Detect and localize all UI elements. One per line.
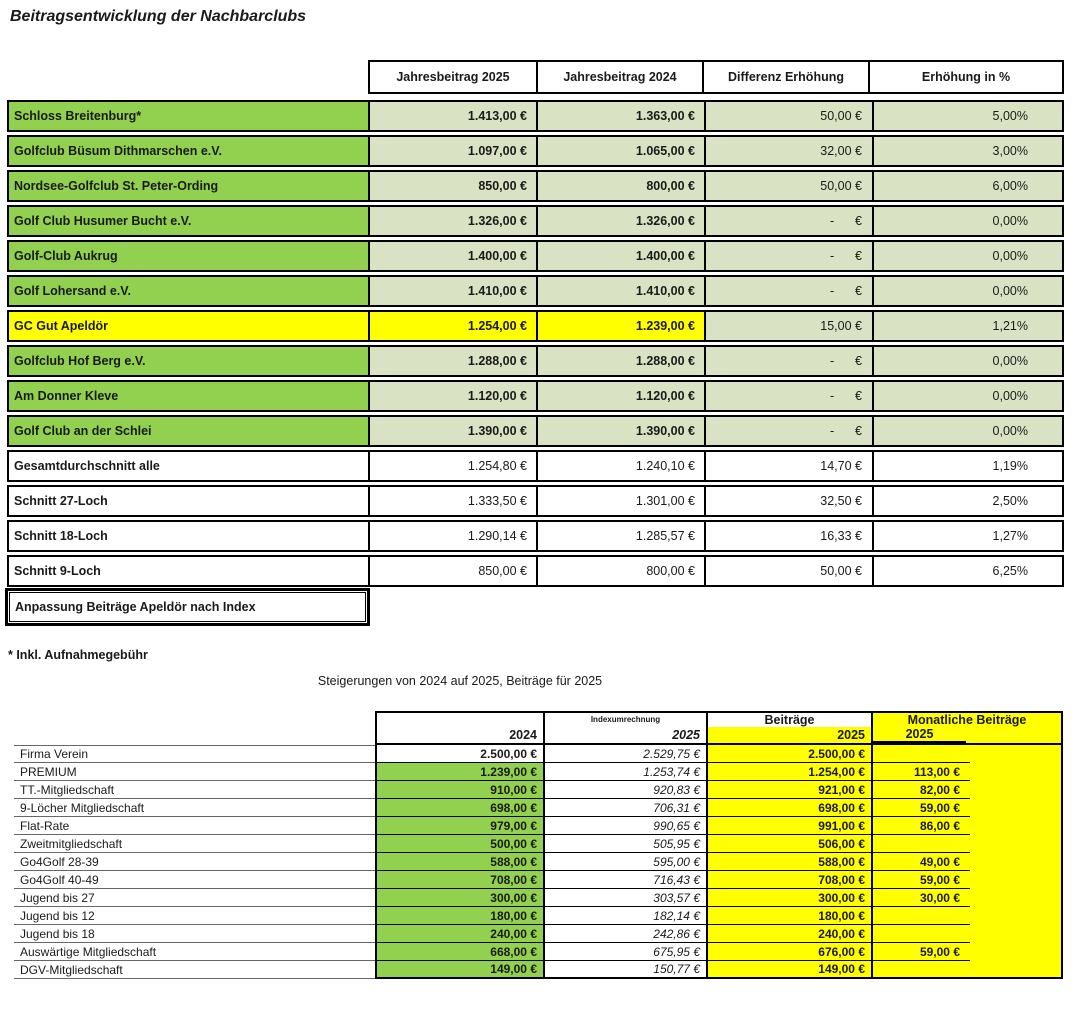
fee-2025-cell: 850,00 € xyxy=(368,557,536,585)
fee-2024-cell: 1.301,00 € xyxy=(536,487,704,515)
club-row xyxy=(7,170,1064,202)
fee-2024-cell: 180,00 € xyxy=(375,907,545,925)
fee-2025-cell: 1.254,00 € xyxy=(368,312,536,340)
index-2025-cell: 990,65 € xyxy=(545,817,708,835)
club-name-cell: Am Donner Kleve xyxy=(9,382,368,410)
membership-name-cell: Jugend bis 27 xyxy=(14,889,375,907)
club-name-cell: Schnitt 9-Loch xyxy=(9,557,368,585)
beitrag-2025-cell: 300,00 € xyxy=(708,889,873,907)
club-row xyxy=(7,205,1064,237)
fees-table-body xyxy=(14,745,1063,979)
year-2024-label: 2024 xyxy=(509,728,537,742)
monthly-2025-cell xyxy=(873,907,970,925)
monthly-2025-cell xyxy=(873,745,970,763)
membership-name-cell: Go4Golf 28-39 xyxy=(14,853,375,871)
index-2025-cell: 595,00 € xyxy=(545,853,708,871)
beitrag-2025-cell: 1.254,00 € xyxy=(708,763,873,781)
index-2025-cell: 716,43 € xyxy=(545,871,708,889)
pct-cell: 0,00% xyxy=(872,242,1062,270)
fee-2024-cell: 1.065,00 € xyxy=(536,137,704,165)
fee-2025-cell: 1.288,00 € xyxy=(368,347,536,375)
diff-cell: - € xyxy=(704,207,872,235)
beitrag-2025-cell: 506,00 € xyxy=(708,835,873,853)
fee-2024-cell: 1.240,10 € xyxy=(536,452,704,480)
year-2025-monthly-label: 2025 xyxy=(873,727,966,743)
pct-cell: 1,21% xyxy=(872,312,1062,340)
club-name-cell: Golf-Club Aukrug xyxy=(9,242,368,270)
fee-2024-cell: 500,00 € xyxy=(375,835,545,853)
monthly-filler-cell xyxy=(970,745,1063,763)
club-name-cell: Golf Lohersand e.V. xyxy=(9,277,368,305)
fee-2024-cell: 1.120,00 € xyxy=(536,382,704,410)
membership-name-cell: Go4Golf 40-49 xyxy=(14,871,375,889)
index-adjustment-row: Anpassung Beiträge Apeldör nach Index xyxy=(9,592,366,622)
index-2025-cell: 706,31 € xyxy=(545,799,708,817)
monthly-2025-cell: 82,00 € xyxy=(873,781,970,799)
fee-2025-cell: 1.410,00 € xyxy=(368,277,536,305)
monthly-filler-cell xyxy=(970,799,1063,817)
fees-table-subtitle: Steigerungen von 2024 auf 2025, Beiträge für 2025 xyxy=(317,674,603,688)
club-name-cell: GC Gut Apeldör xyxy=(9,312,368,340)
pct-cell: 0,00% xyxy=(872,347,1062,375)
diff-cell: 32,00 € xyxy=(704,137,872,165)
fee-2025-cell: 1.326,00 € xyxy=(368,207,536,235)
pct-cell: 5,00% xyxy=(872,102,1062,130)
fee-2024-cell: 149,00 € xyxy=(375,961,545,979)
index-2025-cell: 505,95 € xyxy=(545,835,708,853)
fee-2024-cell: 300,00 € xyxy=(375,889,545,907)
club-row xyxy=(7,310,1064,342)
index-2025-cell: 242,86 € xyxy=(545,925,708,943)
fee-row xyxy=(14,961,1063,979)
beitrag-2025-cell: 708,00 € xyxy=(708,871,873,889)
index-conversion-label: Indexumrechnung xyxy=(590,715,661,724)
fee-2025-cell: 1.097,00 € xyxy=(368,137,536,165)
diff-cell: - € xyxy=(704,347,872,375)
club-row xyxy=(7,555,1064,587)
club-name-cell: Golf Club an der Schlei xyxy=(9,417,368,445)
monthly-filler-cell xyxy=(970,889,1063,907)
fees-table xyxy=(14,711,1063,979)
diff-cell: - € xyxy=(704,277,872,305)
fee-2024-cell: 1.285,57 € xyxy=(536,522,704,550)
membership-name-cell: Firma Verein xyxy=(14,745,375,763)
beitrag-2025-cell: 676,00 € xyxy=(708,943,873,961)
fees-table-header xyxy=(14,711,1063,745)
club-name-cell: Golf Club Husumer Bucht e.V. xyxy=(9,207,368,235)
fee-2024-cell: 800,00 € xyxy=(536,557,704,585)
fee-row xyxy=(14,817,1063,835)
column-header-index-2025 xyxy=(545,711,708,745)
pct-cell: 6,00% xyxy=(872,172,1062,200)
fee-2024-cell: 588,00 € xyxy=(375,853,545,871)
membership-name-cell: Zweitmitgliedschaft xyxy=(14,835,375,853)
diff-cell: 14,70 € xyxy=(704,452,872,480)
monthly-filler-cell xyxy=(970,763,1063,781)
fee-2024-cell: 1.239,00 € xyxy=(375,763,545,781)
beitrag-2025-cell: 180,00 € xyxy=(708,907,873,925)
diff-cell: 50,00 € xyxy=(704,172,872,200)
club-row xyxy=(7,275,1064,307)
monthly-2025-cell: 113,00 € xyxy=(873,763,970,781)
fee-row xyxy=(14,745,1063,763)
fee-2024-cell: 708,00 € xyxy=(375,871,545,889)
beitrag-2025-cell: 588,00 € xyxy=(708,853,873,871)
beitrag-2025-cell: 240,00 € xyxy=(708,925,873,943)
club-name-cell: Schnitt 27-Loch xyxy=(9,487,368,515)
monthly-filler-cell xyxy=(970,925,1063,943)
fee-2024-cell: 1.326,00 € xyxy=(536,207,704,235)
diff-cell: 50,00 € xyxy=(704,102,872,130)
index-2025-cell: 182,14 € xyxy=(545,907,708,925)
club-name-cell: Gesamtdurchschnitt alle xyxy=(9,452,368,480)
fee-2025-cell: 850,00 € xyxy=(368,172,536,200)
fee-2025-cell: 1.413,00 € xyxy=(368,102,536,130)
membership-name-cell: PREMIUM xyxy=(14,763,375,781)
monthly-2025-cell: 86,00 € xyxy=(873,817,970,835)
club-row xyxy=(7,520,1064,552)
year-2025-index-label: 2025 xyxy=(672,728,700,742)
club-row xyxy=(7,345,1064,377)
monthly-2025-cell xyxy=(873,835,970,853)
club-row xyxy=(7,100,1064,132)
club-row xyxy=(7,415,1064,447)
fee-2024-cell: 2.500,00 € xyxy=(375,745,545,763)
beitrag-2025-cell: 921,00 € xyxy=(708,781,873,799)
fee-2025-cell: 1.400,00 € xyxy=(368,242,536,270)
column-header-pct: Erhöhung in % xyxy=(868,62,1062,92)
monthly-beitraege-label: Monatliche Beiträge xyxy=(907,713,1027,727)
club-row xyxy=(7,485,1064,517)
fee-2025-cell: 1.120,00 € xyxy=(368,382,536,410)
beitrag-2025-cell: 2.500,00 € xyxy=(708,745,873,763)
beitraege-label: Beiträge xyxy=(764,713,815,727)
fee-row xyxy=(14,943,1063,961)
pct-cell: 1,19% xyxy=(872,452,1062,480)
index-2025-cell: 2.529,75 € xyxy=(545,745,708,763)
diff-cell: 50,00 € xyxy=(704,557,872,585)
diff-cell: - € xyxy=(704,417,872,445)
monthly-2025-cell: 59,00 € xyxy=(873,943,970,961)
membership-name-cell: Auswärtige Mitgliedschaft xyxy=(14,943,375,961)
monthly-filler-cell xyxy=(970,853,1063,871)
column-header-beitraege-2025 xyxy=(708,711,873,745)
club-row xyxy=(7,135,1064,167)
club-row xyxy=(7,450,1064,482)
pct-cell: 1,27% xyxy=(872,522,1062,550)
monthly-2025-cell xyxy=(873,961,970,979)
header-spacer xyxy=(14,711,375,745)
fee-2024-cell: 800,00 € xyxy=(536,172,704,200)
monthly-2025-cell: 30,00 € xyxy=(873,889,970,907)
membership-name-cell: 9-Löcher Mitgliedschaft xyxy=(14,799,375,817)
fee-row xyxy=(14,799,1063,817)
page-title: Beitragsentwicklung der Nachbarclubs xyxy=(10,8,307,25)
clubs-table-body xyxy=(7,100,1064,590)
pct-cell: 0,00% xyxy=(872,277,1062,305)
monthly-filler-cell xyxy=(970,907,1063,925)
diff-cell: 16,33 € xyxy=(704,522,872,550)
pct-cell: 2,50% xyxy=(872,487,1062,515)
year-2025-beitraege-label: 2025 xyxy=(708,727,871,743)
fee-2024-cell: 1.363,00 € xyxy=(536,102,704,130)
pct-cell: 0,00% xyxy=(872,382,1062,410)
beitrag-2025-cell: 698,00 € xyxy=(708,799,873,817)
diff-cell: - € xyxy=(704,382,872,410)
beitrag-2025-cell: 149,00 € xyxy=(708,961,873,979)
club-row xyxy=(7,240,1064,272)
club-name-cell: Golfclub Hof Berg e.V. xyxy=(9,347,368,375)
fee-2024-cell: 668,00 € xyxy=(375,943,545,961)
monthly-filler-cell xyxy=(970,817,1063,835)
club-row xyxy=(7,380,1064,412)
fee-2024-cell: 1.400,00 € xyxy=(536,242,704,270)
monthly-filler-cell xyxy=(970,835,1063,853)
fee-2024-cell: 979,00 € xyxy=(375,817,545,835)
fee-2024-cell: 1.288,00 € xyxy=(536,347,704,375)
monthly-2025-cell: 59,00 € xyxy=(873,799,970,817)
fee-2025-cell: 1.290,14 € xyxy=(368,522,536,550)
index-2025-cell: 150,77 € xyxy=(545,961,708,979)
pct-cell: 0,00% xyxy=(872,207,1062,235)
index-2025-cell: 303,57 € xyxy=(545,889,708,907)
membership-name-cell: TT.-Mitgliedschaft xyxy=(14,781,375,799)
fee-row xyxy=(14,907,1063,925)
fee-row xyxy=(14,871,1063,889)
column-header-monthly-2025 xyxy=(873,711,1063,745)
pct-cell: 0,00% xyxy=(872,417,1062,445)
fee-row xyxy=(14,763,1063,781)
pct-cell: 3,00% xyxy=(872,137,1062,165)
pct-cell: 6,25% xyxy=(872,557,1062,585)
fee-row xyxy=(14,889,1063,907)
fee-2024-cell: 1.239,00 € xyxy=(536,312,704,340)
column-header-2024 xyxy=(375,711,545,745)
monthly-filler-cell xyxy=(970,781,1063,799)
column-header-diff: Differenz Erhöhung xyxy=(702,62,868,92)
fee-2025-cell: 1.333,50 € xyxy=(368,487,536,515)
footnote: * Inkl. Aufnahmegebühr xyxy=(8,648,148,662)
fee-row xyxy=(14,853,1063,871)
monthly-filler-cell xyxy=(970,871,1063,889)
index-2025-cell: 1.253,74 € xyxy=(545,763,708,781)
monthly-filler-cell xyxy=(970,943,1063,961)
club-name-cell: Nordsee-Golfclub St. Peter-Ording xyxy=(9,172,368,200)
column-header-fee-2025: Jahresbeitrag 2025 xyxy=(396,70,510,84)
monthly-filler-cell xyxy=(970,961,1063,979)
monthly-2025-cell: 49,00 € xyxy=(873,853,970,871)
diff-cell: 32,50 € xyxy=(704,487,872,515)
fee-row xyxy=(14,925,1063,943)
diff-cell: 15,00 € xyxy=(704,312,872,340)
monthly-2025-cell: 59,00 € xyxy=(873,871,970,889)
fee-2025-cell: 1.254,80 € xyxy=(368,452,536,480)
fee-2024-cell: 1.390,00 € xyxy=(536,417,704,445)
fee-2024-cell: 1.410,00 € xyxy=(536,277,704,305)
diff-cell: - € xyxy=(704,242,872,270)
index-2025-cell: 920,83 € xyxy=(545,781,708,799)
membership-name-cell: Jugend bis 18 xyxy=(14,925,375,943)
club-name-cell: Schloss Breitenburg* xyxy=(9,102,368,130)
beitrag-2025-cell: 991,00 € xyxy=(708,817,873,835)
membership-name-cell: DGV-Mitgliedschaft xyxy=(14,961,375,979)
fee-row xyxy=(14,781,1063,799)
clubs-table-header xyxy=(368,60,1064,94)
membership-name-cell: Jugend bis 12 xyxy=(14,907,375,925)
monthly-2025-cell xyxy=(873,925,970,943)
fee-2024-cell: 240,00 € xyxy=(375,925,545,943)
column-header-fee-2024: Jahresbeitrag 2024 xyxy=(536,62,702,92)
fee-2025-cell: 1.390,00 € xyxy=(368,417,536,445)
fee-2024-cell: 698,00 € xyxy=(375,799,545,817)
fee-2024-cell: 910,00 € xyxy=(375,781,545,799)
club-name-cell: Schnitt 18-Loch xyxy=(9,522,368,550)
fee-row xyxy=(14,835,1063,853)
club-name-cell: Golfclub Büsum Dithmarschen e.V. xyxy=(9,137,368,165)
membership-name-cell: Flat-Rate xyxy=(14,817,375,835)
index-2025-cell: 675,95 € xyxy=(545,943,708,961)
